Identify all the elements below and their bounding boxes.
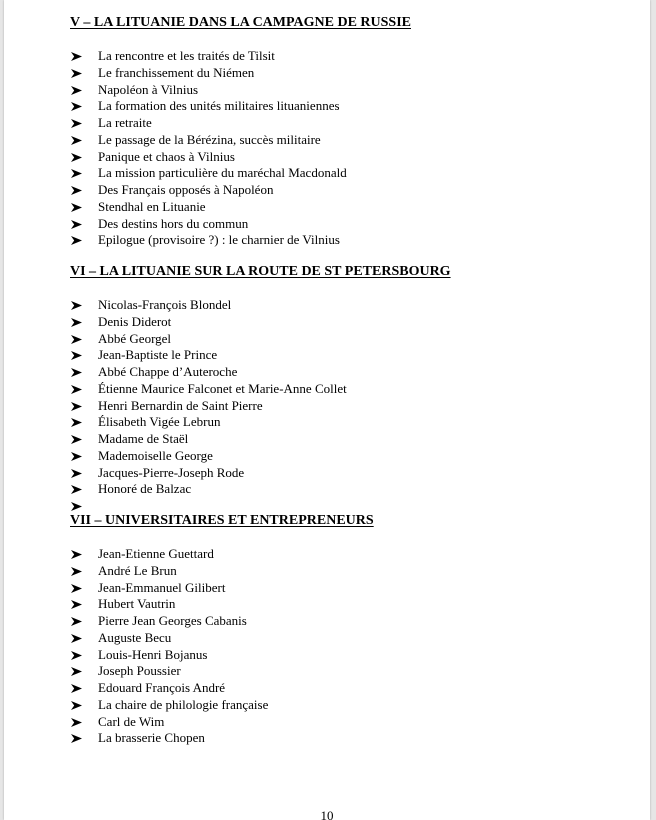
list-item (70, 563, 630, 580)
list-item-text: Henri Bernardin de Saint Pierre (98, 397, 263, 413)
list-item (70, 448, 630, 465)
list-item-text: Jean-Etienne Guettard (98, 546, 214, 561)
arrow-bullet-icon (71, 86, 82, 95)
arrow-bullet-icon (71, 153, 82, 162)
list-item-text: La rencontre et les traités de Tilsit (98, 48, 275, 63)
list-item-text: Denis Diderot (98, 313, 172, 329)
section-vii (70, 512, 630, 747)
list-item (70, 546, 630, 563)
list-item (70, 347, 630, 364)
section-list (70, 297, 630, 515)
list-item-text: Hubert Vautrin (98, 596, 176, 612)
arrow-bullet-icon (71, 701, 82, 710)
arrow-bullet-icon (71, 718, 82, 727)
arrow-bullet-icon (71, 734, 82, 743)
arrow-bullet-icon (71, 667, 82, 676)
list-item (70, 216, 630, 233)
arrow-bullet-icon (71, 418, 82, 427)
section-list (70, 48, 630, 249)
arrow-bullet-icon (71, 452, 82, 461)
section-v (70, 14, 630, 249)
list-item-text: Auguste Becu (98, 629, 172, 645)
arrow-bullet-icon (71, 469, 82, 478)
list-item-text: Nicolas-François Blondel (98, 297, 232, 312)
list-item (70, 596, 630, 613)
list-item-text: La chaire de philologie française (98, 696, 269, 712)
list-item (70, 414, 630, 431)
list-item-text: Edouard François André (98, 680, 226, 695)
arrow-bullet-icon (71, 634, 82, 643)
list-item-text: Epilogue (provisoire ?) : le charnier de Vilnius (98, 232, 340, 248)
list-item-text: Des Français opposés à Napoléon (98, 182, 274, 197)
list-item (70, 314, 630, 331)
document-page (4, 0, 650, 820)
list-item (70, 65, 630, 82)
arrow-bullet-icon (71, 402, 82, 411)
arrow-bullet-icon (71, 52, 82, 61)
arrow-bullet-icon (71, 136, 82, 145)
list-item (70, 697, 630, 714)
list-item (70, 82, 630, 99)
arrow-bullet-icon (71, 69, 82, 78)
list-item-text: Joseph Poussier (98, 663, 181, 679)
list-item (70, 381, 630, 398)
list-item-text: La brasserie Chopen (98, 730, 205, 746)
section-heading: VI – LA LITUANIE SUR LA ROUTE DE ST PETERSBOURG (70, 264, 451, 279)
section-heading: VII – UNIVERSITAIRES ET ENTREPRENEURS (70, 513, 374, 528)
arrow-bullet-icon (71, 203, 82, 212)
list-item-text: Le passage de la Bérézina, succès militaire (98, 131, 321, 147)
list-item (70, 465, 630, 482)
list-item (70, 680, 630, 697)
arrow-bullet-icon (71, 119, 82, 128)
list-item-text: Élisabeth Vigée Lebrun (98, 414, 221, 430)
list-item (70, 232, 630, 249)
arrow-bullet-icon (71, 220, 82, 229)
arrow-bullet-icon (71, 318, 82, 327)
list-item (70, 165, 630, 182)
list-item-text: Abbé Chappe d’Auteroche (98, 364, 238, 379)
list-item-text: Jean-Emmanuel Gilibert (98, 579, 226, 595)
list-item (70, 182, 630, 199)
list-item-text: Panique et chaos à Vilnius (98, 148, 235, 164)
list-item (70, 647, 630, 664)
list-item (70, 431, 630, 448)
arrow-bullet-icon (71, 502, 82, 511)
list-item (70, 613, 630, 630)
list-item-text: Napoléon à Vilnius (98, 81, 199, 97)
list-item-text: André Le Brun (98, 562, 177, 578)
page-number: 10 (320, 808, 334, 820)
list-item (70, 481, 630, 498)
list-item (70, 199, 630, 216)
arrow-bullet-icon (71, 600, 82, 609)
list-item-text: La retraite (98, 115, 152, 130)
arrow-bullet-icon (71, 169, 82, 178)
list-item-text: Jean-Baptiste le Prince (98, 347, 218, 363)
list-item-text: Louis-Henri Bojanus (98, 646, 208, 662)
list-item (70, 630, 630, 647)
list-item-text: La formation des unités militaires lituaniennes (98, 98, 340, 114)
list-item (70, 132, 630, 149)
arrow-bullet-icon (71, 335, 82, 344)
list-item (70, 98, 630, 115)
list-item (70, 297, 630, 314)
arrow-bullet-icon (71, 651, 82, 660)
arrow-bullet-icon (71, 368, 82, 377)
arrow-bullet-icon (71, 617, 82, 626)
list-item-text: Carl de Wim (98, 713, 165, 729)
section-list (70, 546, 630, 747)
arrow-bullet-icon (71, 301, 82, 310)
arrow-bullet-icon (71, 351, 82, 360)
list-item (70, 364, 630, 381)
list-item-text: La mission particulière du maréchal Macdonald (98, 165, 347, 181)
list-item-text: Jacques-Pierre-Joseph Rode (98, 464, 245, 480)
arrow-bullet-icon (71, 485, 82, 494)
arrow-bullet-icon (71, 550, 82, 559)
list-item-text: Le franchissement du Niémen (98, 64, 255, 80)
section-heading: V – LA LITUANIE DANS LA CAMPAGNE DE RUSSIE (70, 15, 411, 30)
arrow-bullet-icon (71, 684, 82, 693)
list-item-text: Madame de Staël (98, 431, 189, 446)
list-item (70, 730, 630, 747)
list-item (70, 580, 630, 597)
section-vi (70, 263, 630, 515)
list-item (70, 331, 630, 348)
list-item-text: Mademoiselle George (98, 447, 213, 463)
list-item (70, 48, 630, 65)
arrow-bullet-icon (71, 102, 82, 111)
arrow-bullet-icon (71, 435, 82, 444)
list-item (70, 714, 630, 731)
arrow-bullet-icon (71, 186, 82, 195)
list-item (70, 663, 630, 680)
arrow-bullet-icon (71, 385, 82, 394)
list-item-text: Étienne Maurice Falconet et Marie-Anne Collet (98, 380, 347, 396)
list-item (70, 115, 630, 132)
list-item (70, 398, 630, 415)
list-item (70, 149, 630, 166)
list-item-text: Honoré de Balzac (98, 481, 192, 497)
arrow-bullet-icon (71, 236, 82, 245)
list-item-text: Pierre Jean Georges Cabanis (98, 613, 247, 628)
list-item-text: Des destins hors du commun (98, 215, 249, 231)
arrow-bullet-icon (71, 567, 82, 576)
list-item-text: Abbé Georgel (98, 330, 172, 346)
list-item-text: Stendhal en Lituanie (98, 198, 206, 214)
arrow-bullet-icon (71, 584, 82, 593)
